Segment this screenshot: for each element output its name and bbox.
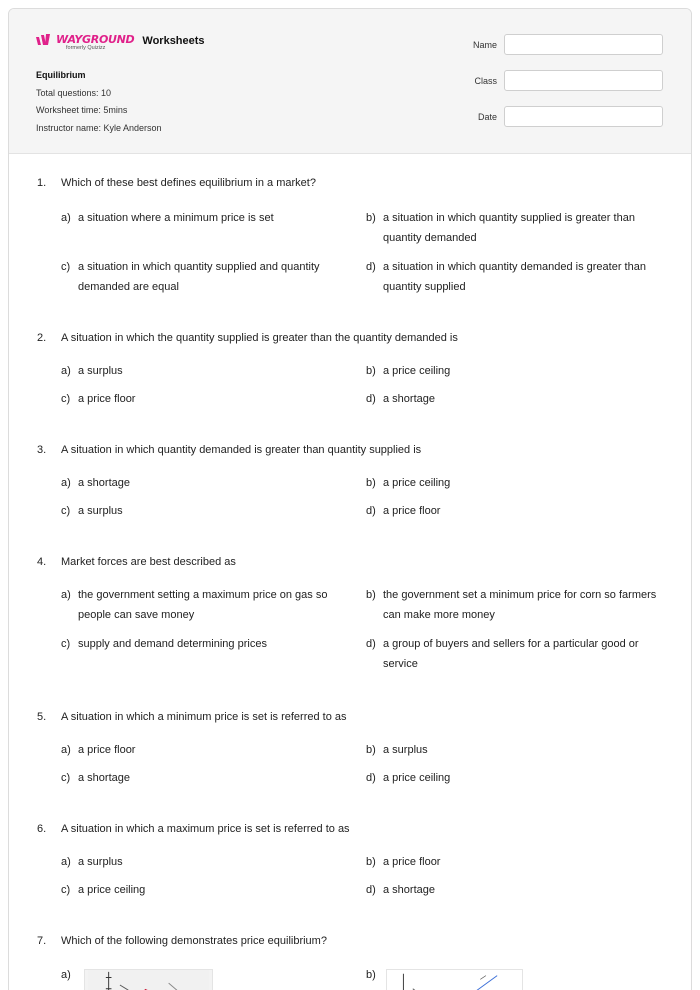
- option-text: a price ceiling: [383, 365, 451, 377]
- option-text: a situation in which quantity demanded is greater than quantity supplied: [383, 261, 646, 293]
- question-stem: [37, 711, 347, 723]
- option-letter: d): [366, 884, 376, 896]
- question-stem: [37, 823, 350, 835]
- wayground-logo: [36, 33, 134, 51]
- question-stem: [37, 935, 327, 947]
- option-letter: a): [61, 969, 71, 981]
- option-text: a situation in which quantity supplied is greater than quantity demanded: [383, 212, 635, 244]
- date-field[interactable]: [504, 106, 663, 127]
- option-text: a surplus: [78, 856, 123, 868]
- student-fields: [473, 34, 663, 142]
- option-a[interactable]: [61, 208, 361, 228]
- worksheet-meta: [36, 67, 162, 137]
- option-text: a price floor: [383, 856, 441, 868]
- option-text: a situation in which quantity supplied and quantity demanded are equal: [78, 261, 320, 293]
- option-a[interactable]: [61, 585, 361, 625]
- class-field-row: [473, 70, 663, 91]
- option-letter: d): [366, 261, 376, 273]
- option-text: a surplus: [383, 744, 428, 756]
- option-text: a price floor: [78, 393, 136, 405]
- worksheet: [8, 8, 692, 990]
- option-d[interactable]: [366, 880, 676, 900]
- supply-demand-graph-b: [386, 969, 523, 990]
- class-label: Class: [474, 75, 497, 86]
- option-letter: a): [61, 477, 71, 489]
- option-text: a shortage: [383, 393, 435, 405]
- wayground-mark-icon: [36, 34, 54, 45]
- option-b[interactable]: [366, 361, 676, 381]
- option-c[interactable]: [61, 257, 361, 297]
- question-text: Which of the following demonstrates price equilibrium?: [61, 935, 327, 947]
- option-a[interactable]: [61, 740, 361, 760]
- option-b[interactable]: [366, 585, 676, 625]
- logo-wordmark: WAYGROUND: [56, 33, 135, 46]
- question-number: 2.: [37, 332, 47, 344]
- option-text: a situation where a minimum price is set: [78, 212, 274, 224]
- option-letter: c): [61, 261, 71, 273]
- option-letter: c): [61, 638, 71, 650]
- option-text: a group of buyers and sellers for a particular good or service: [383, 638, 639, 670]
- option-letter: c): [61, 884, 71, 896]
- option-c[interactable]: [61, 389, 361, 409]
- option-d[interactable]: [366, 634, 676, 674]
- question-text: A situation in which quantity demanded is greater than quantity supplied is: [61, 444, 422, 456]
- option-letter: b): [366, 744, 376, 756]
- supply-demand-graph-a: [84, 969, 213, 990]
- name-field-row: [473, 34, 663, 55]
- option-letter: a): [61, 589, 71, 601]
- option-c[interactable]: [61, 880, 361, 900]
- option-letter: d): [366, 638, 376, 650]
- question-text: A situation in which a maximum price is set is referred to as: [61, 823, 350, 835]
- option-letter: b): [366, 589, 376, 601]
- option-b[interactable]: [366, 473, 676, 493]
- worksheet-title: Equilibrium: [36, 70, 86, 80]
- question-text: Market forces are best described as: [61, 556, 236, 568]
- option-text: a price floor: [383, 505, 441, 517]
- option-text: a shortage: [78, 772, 130, 784]
- option-c[interactable]: [61, 768, 361, 788]
- instructor-name: Instructor name: Kyle Anderson: [36, 122, 162, 133]
- brand: [36, 33, 205, 51]
- option-b[interactable]: [366, 208, 676, 248]
- date-field-row: [473, 106, 663, 127]
- option-letter: d): [366, 505, 376, 517]
- option-d[interactable]: [366, 257, 676, 297]
- option-d[interactable]: [366, 501, 676, 521]
- question-stem: [37, 177, 316, 189]
- option-text: the government setting a maximum price on gas so people can save money: [78, 589, 328, 621]
- option-b[interactable]: [366, 969, 523, 990]
- option-b[interactable]: [366, 852, 676, 872]
- question-number: 5.: [37, 711, 47, 723]
- name-label: Name: [472, 39, 497, 50]
- option-text: a price floor: [78, 744, 136, 756]
- question-stem: [37, 332, 458, 344]
- option-letter: a): [61, 212, 71, 224]
- option-letter: b): [366, 365, 376, 377]
- worksheet-header: [9, 9, 691, 154]
- worksheet-time: Worksheet time: 5mins: [36, 105, 128, 115]
- option-letter: b): [366, 212, 376, 224]
- question-stem: [37, 556, 236, 568]
- option-text: a price ceiling: [78, 884, 146, 896]
- option-letter: c): [61, 772, 71, 784]
- option-c[interactable]: [61, 501, 361, 521]
- option-letter: d): [366, 772, 376, 784]
- option-letter: b): [366, 856, 376, 868]
- option-a[interactable]: [61, 969, 213, 990]
- option-text: a shortage: [78, 477, 130, 489]
- class-field[interactable]: [504, 70, 663, 91]
- option-b[interactable]: [366, 740, 676, 760]
- question-number: 7.: [37, 935, 47, 947]
- option-a[interactable]: [61, 361, 361, 381]
- option-letter: c): [61, 393, 71, 405]
- logo-subtitle: formerly Quizizz: [66, 45, 106, 51]
- option-d[interactable]: [366, 768, 676, 788]
- option-text: a surplus: [78, 365, 123, 377]
- question-number: 4.: [37, 556, 47, 568]
- total-questions: Total questions: 10: [36, 87, 112, 98]
- option-letter: a): [61, 856, 71, 868]
- option-letter: a): [61, 744, 71, 756]
- option-d[interactable]: [366, 389, 676, 409]
- question-number: 6.: [37, 823, 47, 835]
- option-text: a price ceiling: [383, 772, 451, 784]
- question-stem: [37, 444, 421, 456]
- name-field[interactable]: [504, 34, 663, 55]
- option-text: supply and demand determining prices: [78, 638, 267, 650]
- product-label: Worksheets: [142, 35, 205, 47]
- option-letter: d): [366, 393, 376, 405]
- option-a[interactable]: [61, 473, 361, 493]
- option-text: a shortage: [383, 884, 435, 896]
- question-number: 1.: [37, 177, 47, 189]
- question-text: A situation in which the quantity supplied is greater than the quantity demanded is: [61, 332, 458, 344]
- question-number: 3.: [37, 444, 47, 456]
- option-letter: c): [61, 505, 71, 517]
- option-letter: b): [366, 969, 376, 981]
- option-text: a surplus: [78, 505, 123, 517]
- option-text: the government set a minimum price for corn so farmers can make more money: [383, 589, 657, 621]
- question-text: Which of these best defines equilibrium in a market?: [61, 177, 316, 189]
- option-c[interactable]: [61, 634, 361, 654]
- option-letter: a): [61, 365, 71, 377]
- option-text: a price ceiling: [383, 477, 451, 489]
- option-letter: b): [366, 477, 376, 489]
- date-label: Date: [477, 111, 497, 122]
- option-a[interactable]: [61, 852, 361, 872]
- question-text: A situation in which a minimum price is set is referred to as: [61, 711, 347, 723]
